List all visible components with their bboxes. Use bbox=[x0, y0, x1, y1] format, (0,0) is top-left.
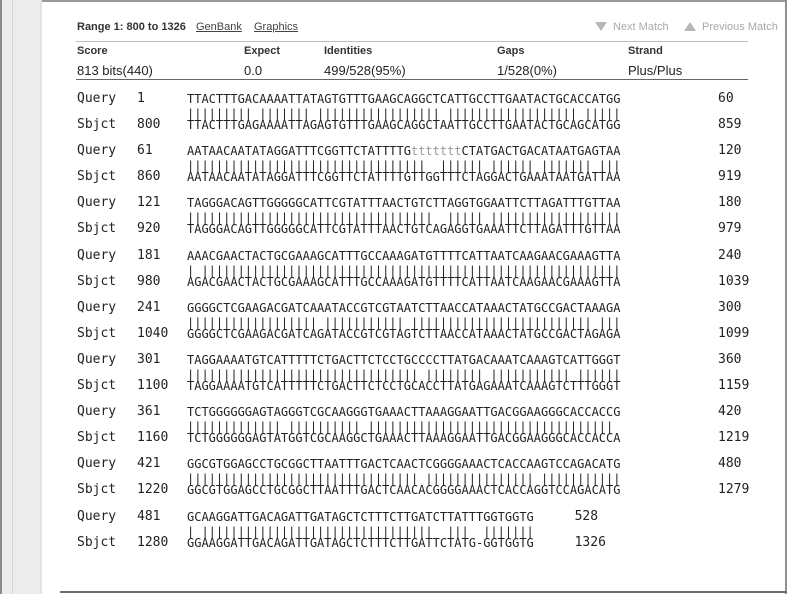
subject-start: 800 bbox=[137, 117, 161, 132]
query-start: 421 bbox=[137, 456, 161, 472]
score-label: Score bbox=[77, 45, 108, 57]
expect-value: 0.0 bbox=[244, 63, 263, 78]
query-end: 420 bbox=[718, 404, 742, 420]
subject-start: 1280 bbox=[137, 534, 169, 550]
query-sequence: TCTGGGGGGAGTAGGGTCGCAAGGGTGAAACTTAAAGGAATTGACGGAAGGGCACCACCG bbox=[187, 405, 621, 420]
subject-end: 1099 bbox=[718, 325, 750, 341]
score-value: 813 bits(440) bbox=[77, 63, 153, 78]
subject-start: 1160 bbox=[137, 430, 169, 446]
stats-top-divider bbox=[76, 41, 748, 42]
query-label: Query bbox=[77, 404, 117, 420]
subject-end: 979 bbox=[718, 221, 742, 237]
lowercase-region: ttttttt bbox=[410, 144, 462, 159]
query-label: Query bbox=[77, 195, 117, 211]
query-label: Query bbox=[77, 247, 117, 263]
query-start: 1 bbox=[137, 91, 145, 106]
top-border bbox=[42, 0, 787, 2]
strand-label: Strand bbox=[628, 45, 663, 57]
next-match-label: Next Match bbox=[613, 21, 669, 33]
gaps-value: 1/528(0%) bbox=[497, 63, 557, 78]
bottom-border bbox=[60, 591, 787, 593]
match-bars: |||||||||||||||||| ||||||||||| ||||||||||||||||||||||||| ||| bbox=[187, 315, 621, 330]
next-match-button[interactable] bbox=[595, 21, 669, 33]
subject-start: 1040 bbox=[137, 325, 169, 341]
previous-match-button[interactable] bbox=[684, 21, 778, 33]
subject-label: Sbjct bbox=[77, 169, 117, 185]
left-panel-edge bbox=[0, 0, 42, 594]
query-end: 480 bbox=[718, 456, 742, 472]
query-start: 361 bbox=[137, 404, 161, 420]
query-start: 121 bbox=[137, 195, 161, 211]
left-panel-divider bbox=[12, 0, 13, 594]
subject-start: 1100 bbox=[137, 378, 169, 393]
gaps-label: Gaps bbox=[497, 45, 525, 57]
query-sequence: AAACGAACTACTGCGAAAGCATTTGCCAAAGATGTTTTCATTAATCAAGAACGAAAGTTA bbox=[187, 248, 621, 263]
query-end: 120 bbox=[718, 143, 742, 159]
query-label: Query bbox=[77, 299, 117, 315]
query-sequence: TAGGGACAGTTGGGGGCATTCGTATTTAACTGTCTTAGGTGGAATTCTTAGATTTGTTAA bbox=[187, 196, 621, 211]
range-header bbox=[77, 21, 787, 37]
expect-label: Expect bbox=[244, 45, 281, 57]
query-end: 60 bbox=[718, 91, 734, 106]
query-start: 241 bbox=[137, 299, 161, 315]
subject-label: Sbjct bbox=[77, 273, 117, 289]
query-sequence: GCAAGGATTGACAGATTGATAGCTCTTTCTTGATCTTATTTGGTGGTG bbox=[187, 509, 534, 524]
match-bars: |||||||||||||||||||||||||||||||||| ||||| |||||||||||||||||| bbox=[187, 211, 621, 226]
match-bars: | |||||||||||||||||||||||||||||||||||||||||||||||||||||||||| bbox=[187, 263, 621, 278]
query-sequence: GGCGTGGAGCCTGCGGCTTAATTTGACTCAACTCGGGGAAACTCACCAAGTCCAGACATG bbox=[187, 457, 621, 472]
query-start: 181 bbox=[137, 247, 161, 263]
match-bars: | |||||||||||||||||||||||||||||||| ||| ||||||| bbox=[187, 524, 534, 539]
query-label: Query bbox=[77, 352, 117, 367]
subject-label: Sbjct bbox=[77, 430, 117, 446]
query-sequence: AATAACAATATAGGATTTCGGTTCTATTTTGtttttttCTATGACTGACATAATGAGTAA bbox=[187, 144, 621, 159]
subject-end: 1279 bbox=[718, 482, 750, 498]
subject-start: 1220 bbox=[137, 482, 169, 498]
query-end: 360 bbox=[718, 352, 742, 367]
subject-sequence: AGACGAACTACTGCGAAAGCATTTGCCAAAGATGTTTTCATTAATCAAGAACGAAAGTTA bbox=[187, 274, 621, 289]
query-label: Query bbox=[77, 91, 117, 106]
down-triangle-icon bbox=[595, 22, 607, 31]
subject-start: 920 bbox=[137, 221, 161, 237]
subject-label: Sbjct bbox=[77, 482, 117, 498]
previous-match-label: Previous Match bbox=[702, 21, 778, 33]
subject-sequence: AATAACAATATAGGATTTCGGTTCTATTTTGTTGGTTTCTAGGACTGAAATAATGATTAA bbox=[187, 170, 621, 185]
genbank-link[interactable]: GenBank bbox=[196, 21, 242, 33]
query-label: Query bbox=[77, 456, 117, 472]
range-title: Range 1: 800 to 1326 bbox=[77, 21, 186, 33]
match-bars: ||||||||||||||||||||||||||||||||| |||||| |||||| ||||||| ||| bbox=[187, 159, 621, 174]
subject-start: 980 bbox=[137, 273, 161, 289]
subject-end: 859 bbox=[718, 117, 742, 132]
subject-sequence: TTACTTTGAGAAAATTAGAGTGTTTGAAGCAGGCTAATTGCCTTGAATACTGCAGCATGG bbox=[187, 118, 621, 132]
query-start: 61 bbox=[137, 143, 153, 159]
stats-bottom-divider bbox=[76, 79, 748, 80]
match-bars: |||||||||||||||||||||||||||||||| |||||||| ||||||||||| |||||| bbox=[187, 368, 621, 382]
query-label: Query bbox=[77, 508, 117, 524]
query-end: 300 bbox=[718, 299, 742, 315]
identities-value: 499/528(95%) bbox=[324, 63, 406, 78]
subject-start: 860 bbox=[137, 169, 161, 185]
subject-end: 1219 bbox=[718, 430, 750, 446]
query-sequence: TAGGAAAATGTCATTTTTCTGACTTCTCCTGCCCCTTATGACAAATCAAAGTCATTGGGT bbox=[187, 353, 621, 367]
subject-label: Sbjct bbox=[77, 534, 117, 550]
subject-end: 919 bbox=[718, 169, 742, 185]
up-triangle-icon bbox=[684, 22, 696, 31]
query-end: 240 bbox=[718, 247, 742, 263]
match-bars: |||||||||||||||||||||||||||||||| ||||||||||||||| ||||||||||| bbox=[187, 472, 621, 487]
query-start: 301 bbox=[137, 352, 161, 367]
identities-label: Identities bbox=[324, 45, 373, 57]
subject-label: Sbjct bbox=[77, 117, 117, 132]
query-end: 528 bbox=[574, 508, 599, 524]
subject-sequence: GGCGTGGAGCCTGCGGCTTAATTTGACTCAACACGGGGAAACTCACCAGGTCCAGACATG bbox=[187, 483, 621, 498]
query-sequence: GGGGCTCGAAGACGATCAAATACCGTCGTAATCTTAACCATAAACTATGCCGACTAAAGA bbox=[187, 300, 621, 315]
query-label: Query bbox=[77, 143, 117, 159]
query-sequence: TTACTTTGACAAAATTATAGTGTTTGAAGCAGGCTCATTGCCTTGAATACTGCACCATGG bbox=[187, 92, 621, 106]
subject-end: 1326 bbox=[574, 534, 606, 550]
graphics-link[interactable]: Graphics bbox=[254, 21, 299, 33]
subject-label: Sbjct bbox=[77, 325, 117, 341]
match-bars: ||||||||| ||||||| ||||||||||||||||| |||||||||||||||||| ||||| bbox=[187, 107, 621, 121]
query-end: 180 bbox=[718, 195, 742, 211]
strand-value: Plus/Plus bbox=[628, 63, 683, 78]
match-bars: ||||||||||||| |||||||||| |||||||||||||||||||||||||||||||||| bbox=[187, 420, 621, 435]
subject-sequence: TAGGGACAGTTGGGGGCATTCGTATTTAACTGTCAGAGGTGAAATTCTTAGATTTGTTAA bbox=[187, 222, 621, 237]
subject-sequence: TCTGGGGGGAGTATGGTCGCAAGGCTGAAACTTAAAGGAATTGACGGAAGGGCACCACCA bbox=[187, 431, 621, 446]
subject-sequence: TAGGAAAATGTCATTTTTCTGACTTCTCCTGCACCTTATGAGAAATCAAAGTCTTTGGGT bbox=[187, 379, 621, 393]
subject-label: Sbjct bbox=[77, 221, 117, 237]
subject-sequence: GGAAGGATTGACAGATTGATAGCTCTTTCTTGATTCTATG-GGTGGTG bbox=[187, 535, 534, 550]
subject-label: Sbjct bbox=[77, 378, 117, 393]
subject-sequence: GGGGCTCGAAGACGATCAGATACCGTCGTAGTCTTAACCATAAACTATGCCGACTAGAGA bbox=[187, 326, 621, 341]
query-start: 481 bbox=[137, 508, 161, 524]
subject-end: 1159 bbox=[718, 378, 750, 393]
subject-end: 1039 bbox=[718, 273, 750, 289]
